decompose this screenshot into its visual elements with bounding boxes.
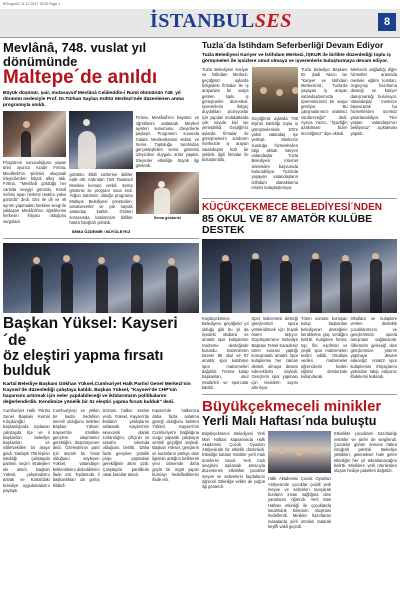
tuzla-headline: Tuzla´da İstihdam Seferberliği Devam Ediyor (202, 40, 384, 50)
tuzla-photo-meeting (252, 67, 299, 113)
person-figure (96, 265, 108, 313)
person-figure (166, 266, 178, 313)
whirling-dervish-figure (78, 131, 96, 169)
logo-accent: SES (254, 10, 292, 32)
kucukcekmece-col1: Küçükçekmece Belediyesi, geçtiğimiz yıl olduğu gibi bu yıl da ilçedeki okullara ve amatör spor kulüplerine malzeme desteğinde bulundu. Düzenlenen törenle 85 okul ve 87 amatör spor kulübüne spor malzemeleri dağıtıldı. Törene kulüp başkanları, okul müdürleri ve sporcular katıldı. (202, 315, 249, 391)
left-column (3, 41, 199, 493)
mevlana-headline-line1: Mevlânâ, 748. vuslat yıl dönümünde (3, 40, 147, 69)
person-figure (310, 259, 322, 313)
kucukcekmece-col2: Spor malzemesi desteği gençlerimizi spora yönlendirmek için büyük önem taşıyor. Küçükçekmece Belediye Başkanı Temel Karadeniz tören sonrası yaptığı konuşmada amatör spor kulüplerine her zaman destek olmaya devam edeceklerini söyledi. Gençlerin spor yapması için tesislerin sayısı artırılıyor. (251, 315, 298, 391)
section-divider (202, 198, 397, 199)
baskan-col3: Sözünü halkın sesine verdi. Yüksel, Kayseri'de iktidarın yanlışlarını anlatarak Kayseri'nin ekonomik olarak zorlandığını, çiftçinin ve esnafın sıkıntıda olduğunu belirtti. Daha fazla gençlere yönelik proje yapmaları gerektiğinin altını çizdi. Çalıştayda partililerle ortak kararlar alındı. (102, 408, 150, 478)
person-icon (133, 255, 140, 262)
person-icon (63, 255, 70, 262)
person-figure (21, 131, 31, 157)
mevlana-col3: Fırtına, Mevlânâ'nın hayatını ve öğretilerini anlatarak Mevlevî ayinleri sunumunu izleyicilerle paylaştı. Programın sonunda Galata Mevlevihanesi Kültür ve Sema Topluluğu tarafından gerçekleştirilen sema gösterisi izleyicilere duygulu anlar yaşattı. Izleyiciler etkinliğe büyük ilgi gösterdi. (135, 115, 199, 169)
print-slug: BSLayout1 11.12.2017 15:20 Page 1 (3, 2, 61, 6)
person-figure (370, 259, 382, 313)
kucukcekmece-group-photo (202, 239, 397, 313)
tuzla-body (202, 67, 397, 194)
buyukcekmece-headline-line2: Yerli Malı Haftası´nda buluştu (202, 414, 377, 429)
baskan-deck: Kartal Belediye Başkanı Gökhan Yüksel,Cumhuriyet Halk Partisi Genel Merkezi'nin Kayseri'de düzenlediği çalıştaya katıldı. Başkan Yüksel, "Kayseri'de CHP'nin başarısını artırmak için neler yapılabileceği ve iktidarımızın politikalarını değerlendirdik. Kendimize yönelik bir öz eleştiri yapma fırsatı bulduk" dedi. (3, 382, 191, 406)
person-figure (280, 261, 292, 313)
masthead (0, 9, 400, 38)
tuzla-col4: Merkezin sağladığı diğer hizmetler arasında mesleki eğitim kursları, özgeçmiş hazırlama desteği ve kariyer danışmanlığı bulunuyor. Vatandaşlar merkeze başvurarak bu hizmetlerden ücretsiz yararlanabiliyor. "Her yaştan vatandaşımızı bekliyoruz" açıklaması yapıldı. (350, 66, 397, 136)
mevlana-photo-ney (3, 111, 66, 157)
whirling-dervish-figure (154, 188, 170, 214)
baskan-col4: Kayseri'de halkımıza daha fazla anlatma gereği olduğunu belirten Yüksel, Kayseri'nin Cumhuriyet'e bağlılığına vurgu yaparak çalıştayın verimli geçtiğini söyledi. Başkan Yüksel, gençlerin ve kadınların partiye olan ilgisinin arttığını belirterek yeni dönemde daha güçlü bir örgüt yapısı kurmayı hedeflediklerini ifade etti. (152, 408, 199, 483)
baskan-body (3, 408, 199, 493)
baskan-headline-line1: Başkan Yüksel: Kayseri´de (3, 315, 178, 349)
right-column (202, 41, 397, 533)
kucukcekmece-body (202, 316, 397, 390)
person-figure (340, 261, 352, 313)
article-baskan (3, 316, 199, 493)
kucukcekmece-col3: Tören sonrası konuşan kulüp başkanları belediyenin desteğinin kendilerine güç verdiğini belirtti. Kulüplere forma, top, file, eşofman ve çeşitli spor malzemeleri teslim edildi. Okullara verilen malzemeler öğrencilerin beden eğitimi derslerinde kullanılacak. (301, 315, 348, 380)
mevlana-photo-sema-2 (136, 172, 199, 214)
person-icon (276, 89, 283, 96)
person-icon (278, 447, 285, 454)
person-icon (33, 257, 40, 264)
mevlana-byline: SEMA ÖZDEMİR / BÜYÜLEYİCİ (71, 229, 131, 235)
article-mevlana (3, 41, 199, 234)
person-icon (98, 257, 105, 264)
tuzla-col2: Geçtiğimiz aylarda 700 kişinin katıldığı toplu iş görüşmelerinde 100'e yakın vatandaş işe yerleşti. Merkezin sunduğu hizmetlerden bilgi almak isteyen vatandaşlar Tuzla Belediyesi internet sitesinden başvuruda bulunabiliyor. Tuzla'da yaşayan vatandaşların istihdam olanaklarına erişimi kolaylaştırılıyor. (251, 115, 298, 191)
person-icon (292, 87, 299, 94)
kucukcekmece-headline-line2: 85 OKUL VE 87 AMATÖR KULÜBE DESTEK (202, 212, 373, 236)
article-kucukcekmece (202, 203, 397, 390)
mevlana-headline-line2: Maltepe´de anıldı (3, 67, 158, 89)
buyukcekmece-col1: Büyükçekmece Belediyesi Yerli Malı Haftası kapsamında Halk Akademisi Çocuk Oyunları Atölyesinde bir etkinlik düzenledi. Etkinliğe katılan minikler yerli malı ürünlerini tanıdı. Yerli malı sevgisini aşılamak amacıyla düzenlenen etkinlikte çocuklar meyve ve sebzelerin faydalarını öğrendi. Etkinliğe veliler de yoğun ilgi gösterdi. (202, 431, 265, 490)
baskan-col2: Cumhuriyetçi ve yetkin bir kadro hedefinin önemli olduğunu belirten Başkan Yüksel, Kayseri'de özellikle gençlere ulaşmamız gerektiğini düşünüyorum dedi. Özeleştirinin parti için önemli bir fırsat olduğunu söyleyen Yüksel, vatandaşın beklentilerini dinlediklerini ifade etti. Toplantıda il başkanlıkları da görüş bildirdi. (52, 408, 100, 488)
section-divider (202, 394, 397, 395)
buyukcekmece-col3: Etkinlikte çocukların hazırladığı resimler ve şiirler de sergilendi. Çocuklar günün anısına hatıra fotoğrafı çektirdi. Belediye yetkilileri, geleneksel hale gelen etkinliğin her yıl tekrarlanacağını belirtti. Miniklere yerli ürünlerden oluşan hediye paketleri dağıtıldı. (334, 431, 397, 474)
person-figure (31, 265, 43, 313)
buyukcekmece-photo-children (268, 431, 331, 473)
person-icon (260, 87, 267, 94)
person-icon (23, 121, 30, 128)
baskan-col1: Cumhuriyet Halk Partisi Genel Başkanı Kemal Kılıçdaroğlu başkanlığında toplanan çalıştayda ilçe ve il başkanları, belediye başkanları ve milletvekilleri bir araya geldi. Yaklaşık 700 kişinin katıldığı çalıştayda partinin seçim stratejileri ele alındı. Başkan Yüksel, çalışmalarını anlattı ve Kartal'daki belediye uygulamalarını paylaştı. (3, 408, 50, 493)
mevlana-deck: Büyük düşünür, şair, mutasavvıf Mevlânâ Celâleddîn-i Rumî ölümünün 748. yıl dönümü nedeniyle Prof. Dr.Türkan Saylan Kültür Merkezi'nde düzenlenen anma programıyla anıldı. (3, 91, 184, 109)
person-icon (312, 447, 319, 454)
buyukcekmece-body (202, 431, 397, 533)
tuzla-col1: Tuzla Belediyesi Kariyer ve İstihdam Merkezi, geçtiğimiz aylarda bölgedeki firmalar ile iş arayanları bir araya getiren toplu iş görüşmeleri düzenledi. İşverenlerin ihtiyaç duydukları pozisyonlar için yapılan mülakatlarda çok sayıda kişi işe yerleştirildi. Geçtiğimiz aylarda firmalar ile görüşmelerini sürdüren merkezde iş arayan vatandaşlar hızlı bir şekilde ilgili firmalar ile buluşturuldu. (202, 66, 249, 163)
person-figure (220, 261, 232, 313)
article-tuzla (202, 41, 397, 194)
person-icon (296, 449, 303, 456)
mevlana-photo-sema (69, 111, 132, 169)
newspaper-logo (150, 10, 292, 33)
person-icon (168, 258, 175, 265)
buyukcekmece-col2: Halk Akademisi Çocuk Oyunları Atölyesinde çocuklar çeşitli yerli meyve ve sebzeleri tanıyarak bunların insan sağlığına olan yararlarını öğrendi. Yerli Malı Haftası etkinliği ile çocuklarda tutumluluk bilincinin oluşması hedeflendi. Minikler hazırlanan masalarda yerli ürünleri tadarak keyifli vakit geçirdi. (268, 476, 331, 530)
kucukcekmece-col4: Okullara ve kulüplere verilen destekle çocuklarımızın ve gençlerimizin sporla tanışması sağlanacak. Ülkemizin geleceği olan gençlerimize yatırım yapmaya devam edeceğiz. Amatör spor kulüplerinin ihtiyaçlarını yakından takip ediyoruz ifadelerini kullandı. (350, 315, 397, 380)
baskan-group-photo (3, 243, 199, 313)
person-figure (61, 263, 73, 313)
logo-main: İSTANBUL (150, 10, 255, 32)
tuzla-deck: Tuzla Belediyesi Kariyer ve İstihdam Merkezi, İŞKUR ile birlikte düzenlediği toplu iş görüşmeleri ile işsizlere umut olmaya ve işverenlerle buluşturmaya devam ediyor. (202, 53, 391, 64)
mevlana-col1: Programın sunuculuğunu yapan ünlü oyuncu Azade Fırtına, Mevlânâ'nın şiirlerini okuyarak izleyicilerden büyük alkış aldı. Fırtına, "Mevlânâ gördüğü her canlıda sevgiyi görürdü, Kendi nefsini aşan herkesi Hakk'a yakın görürdü" dedi. Dini ile dil ve ırk ayrımı yapmadan herkese sevgi ile yaklaşan Mevlânâ'nın öğretilerine herkesin ihtiyacı olduğunu vurguladı. (3, 160, 67, 224)
baskan-headline-line2: öz eleştiri yapma fırsatı bulduk (3, 347, 164, 380)
tuzla-col3: Tuzla Belediye Başkanı Dr. Şadi Yazıcı ise "Kariyer ve İstihdam Merkezimiz, Tuzla'da yaşayan iş arayan vatandaşlarımızla işverenlerimizi bir araya getiriyor. Bu çalışmalarımızı aralıksız sürdüreceğiz" dedi. Ayrıca Yazıcı, "İşsizliğin azaltılması bizim önceliğimiz" diye ekledi. (301, 66, 348, 136)
person-icon (158, 181, 165, 188)
section-divider (3, 238, 199, 239)
mevlana-col2: gözüktü. Etkili sözlerine ilahiler eşlik etti. Ardından Türk Tasavvuf Musikisi konseri verildi. Sema gösterisi ile program sona erdi. Yoğun katılımın olduğu programa Maltepe Belediyesi yöneticileri, sanatseverler ve çok sayıda vatandaş katıldı. Gösteri sonrasında katılımcılar birlikte hatıra fotoğrafı çektirdi. (69, 172, 133, 225)
buyukcekmece-headline-line1: Büyükçekmeceli minikler (202, 398, 382, 416)
mevlana-body (3, 111, 199, 234)
mevlana-photo-caption: Sema gösterisi (153, 216, 181, 221)
article-buyukcekmece (202, 399, 397, 533)
page-number: 8 (378, 13, 396, 31)
person-icon (83, 119, 90, 126)
person-figure (250, 259, 262, 313)
kucukcekmece-headline-line1: KÜÇÜKÇEKMECE BELEDİYESİ´NDEN (202, 202, 383, 214)
person-figure (131, 263, 143, 313)
